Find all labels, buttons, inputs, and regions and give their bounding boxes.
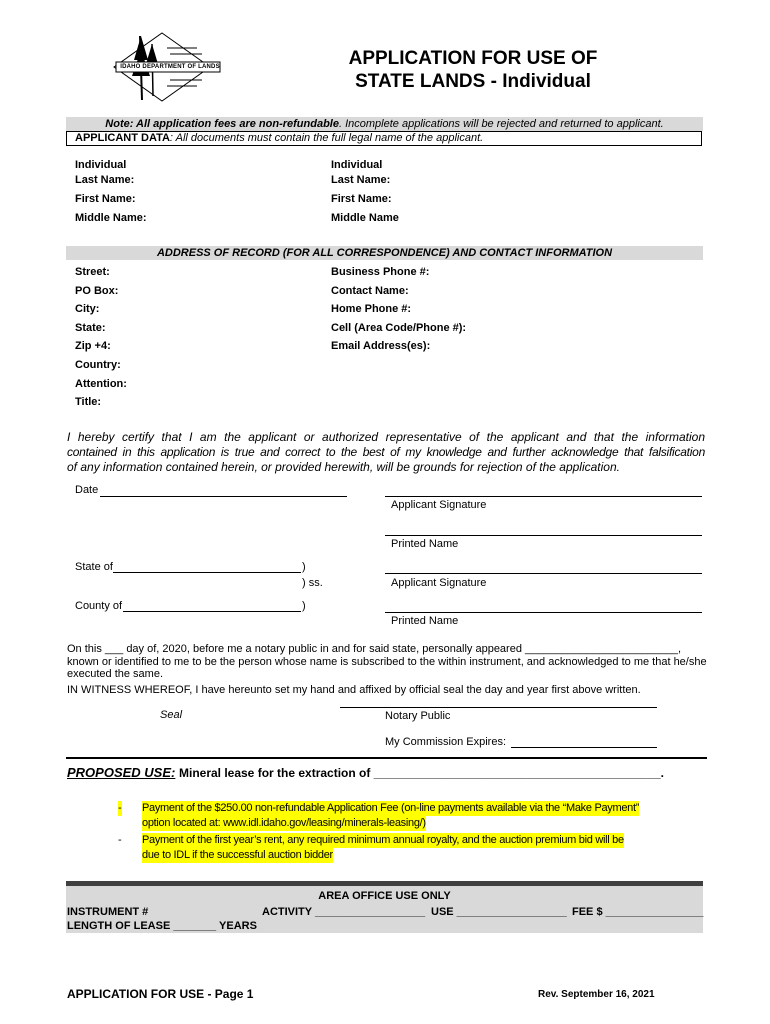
proposed-use-text: Mineral lease for the extraction of ___________________________________________. [178, 766, 665, 780]
county-of-line [123, 611, 301, 612]
fee-item-1 [118, 801, 639, 831]
fee-label: FEE $ ________________ [572, 906, 704, 918]
length-of-lease-label: LENGTH OF LEASE _______ YEARS [67, 920, 257, 932]
field-country: Country: [75, 358, 121, 371]
printed-name-line-1 [385, 535, 702, 536]
printed-name-label-1: Printed Name [391, 538, 459, 550]
notary-signature-line [340, 707, 657, 708]
certification-text [67, 430, 705, 475]
field-first-name-left: First Name: [75, 193, 136, 205]
applicant-signature-line-2 [385, 573, 702, 574]
date-label: Date [75, 484, 99, 496]
activity-label: ACTIVITY __________________ [262, 906, 426, 918]
fee-1-line-2: option located at: www.idl.idaho.gov/leasing/minerals-leasing/) [142, 817, 426, 829]
printed-name-line-2 [385, 612, 702, 613]
field-contact-name: Contact Name: [331, 284, 409, 297]
instrument-label: INSTRUMENT # [67, 906, 149, 918]
fee-2-line-1: Payment of the first year’s rent, any required minimum annual royalty, and the auction premium bid will be [142, 834, 624, 846]
field-cell: Cell (Area Code/Phone #): [331, 321, 467, 334]
field-first-name-right: First Name: [331, 193, 392, 205]
proposed-use [67, 765, 664, 781]
field-middle-name-left: Middle Name: [75, 212, 147, 224]
notary-public-label: Notary Public [385, 710, 451, 722]
logo-text: IDAHO DEPARTMENT OF LANDS [120, 64, 220, 70]
fee-2-line-2: due to IDL if the successful auction bidder [142, 849, 333, 861]
title-line-2: STATE LANDS - Individual [355, 71, 591, 92]
state-of-line [113, 572, 301, 573]
printed-name-label-2: Printed Name [391, 615, 459, 627]
field-zip: Zip +4: [75, 340, 111, 353]
page-title [338, 47, 608, 93]
section-divider [66, 757, 707, 759]
proposed-use-label: PROPOSED USE: [67, 765, 176, 780]
name-fields-right [331, 158, 399, 226]
note-rest: . Incomplete applications will be rejected and returned to applicant. [338, 118, 664, 130]
notary-line-3: executed the same. [67, 668, 164, 680]
field-individual-right: Individual [331, 159, 383, 171]
title-line-1: APPLICATION FOR USE OF [348, 48, 598, 69]
field-middle-name-right: Middle Name [331, 212, 399, 224]
applicant-data-text [75, 132, 483, 145]
applicant-signature-label-1: Applicant Signature [391, 499, 487, 511]
field-title: Title: [75, 396, 102, 409]
use-label: USE __________________ [431, 906, 567, 918]
applicant-signature-label-2: Applicant Signature [391, 577, 487, 589]
field-street: Street: [75, 266, 110, 278]
field-last-name-left: Last Name: [75, 174, 135, 186]
certification-line-1: I hereby certify that I am the applicant or authorized representative of the applicant and that the information [67, 430, 705, 444]
address-fields-right [331, 263, 466, 356]
field-state: State: [75, 321, 106, 334]
applicant-signature-line-1 [385, 496, 702, 497]
footer-revision: Rev. September 16, 2021 [538, 989, 655, 1000]
commission-label: My Commission Expires: [385, 736, 507, 748]
certification-line-3: of any information contained herein, or provided herewith, will be grounds for rejection of the application. [67, 460, 620, 474]
idl-logo [112, 30, 224, 104]
note-text [66, 117, 703, 131]
fee-1-line-1: Payment of the $250.00 non-refundable Application Fee (on-line payments available via the “Make Payment” [142, 802, 640, 814]
field-email: Email Address(es): [331, 340, 431, 353]
state-of-label: State of [75, 561, 113, 573]
footer-page-label: APPLICATION FOR USE - Page 1 [67, 987, 254, 1001]
address-header: ADDRESS OF RECORD (FOR ALL CORRESPONDENCE) AND CONTACT INFORMATION [156, 247, 613, 259]
county-of-paren: ) [302, 600, 306, 612]
address-fields-left [75, 263, 127, 412]
ss-label: ) ss. [302, 577, 323, 589]
area-office-header: AREA OFFICE USE ONLY [318, 890, 451, 902]
field-city: City: [75, 303, 100, 316]
fee-bullet-1: - [118, 802, 122, 814]
notary-text [67, 643, 727, 696]
note-bold: Note: All application fees are non-refundable [105, 118, 339, 130]
certification-line-2: contained in this application is true and correct to the best of my knowledge and further acknowledge that falsification [67, 445, 705, 459]
county-of-label: County of [75, 600, 123, 612]
date-line [100, 496, 347, 497]
field-last-name-right: Last Name: [331, 174, 391, 186]
fee-bullet-2: - [118, 834, 122, 846]
field-home-phone: Home Phone #: [331, 303, 412, 316]
notary-line-1: On this ___ day of, 2020, before me a notary public in and for said state, personally appeared _________________________, [67, 643, 682, 655]
notary-line-2: known or identified to me to be the person whose name is subscribed to the within instrument, and acknowledged to me that he/she [67, 655, 707, 668]
field-individual-left: Individual [75, 159, 127, 171]
name-fields-left [75, 158, 147, 226]
applicant-data-instruction: : All documents must contain the full legal name of the applicant. [169, 132, 484, 144]
field-attention: Attention: [75, 377, 127, 390]
field-po-box: PO Box: [75, 284, 119, 297]
field-business-phone: Business Phone #: [331, 266, 430, 278]
fee-item-2 [118, 833, 624, 863]
commission-line [511, 747, 657, 748]
notary-line-4: IN WITNESS WHEREOF, I have hereunto set my hand and affixed by official seal the day and year first above written. [67, 683, 641, 696]
seal-label: Seal [160, 709, 183, 721]
applicant-data-label: APPLICANT DATA [75, 132, 170, 144]
state-of-paren: ) [302, 561, 306, 573]
